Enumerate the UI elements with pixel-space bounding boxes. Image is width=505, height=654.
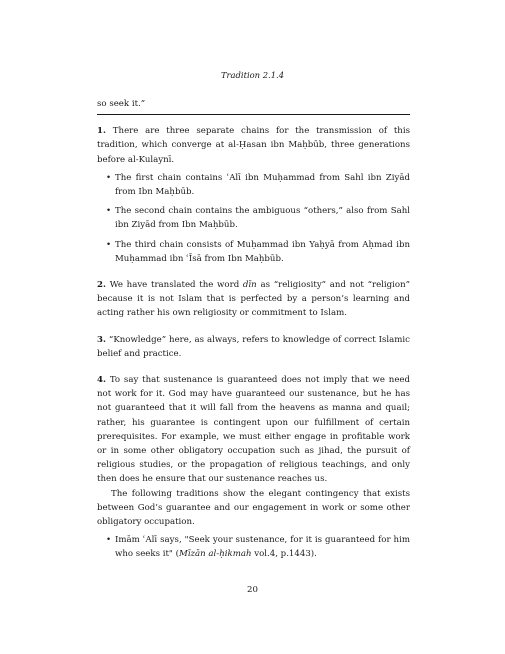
footnote-divider — [97, 114, 410, 115]
bullet-icon: • — [106, 535, 112, 546]
note-text: “Knowledge” here, as always, refers to knowledge of correct Islamic belief and practice. — [97, 334, 410, 359]
list-item-text: The third chain consists of Muḥammad ibn Yaḥyā from Aḥmad ibn Muḥammad ibn ʿĪsā from Ibn Maḥbūb. — [115, 239, 410, 264]
note-4-paragraph-2: The following traditions show the elegant contingency that exists between God’s guarantee and our engagement in work or some other obligatory occupation. — [97, 488, 410, 528]
quote-text-before: Imām ʿAlī says, "Seek your sustenance, for it is guaranteed for him who seeks it" ( — [115, 535, 410, 560]
quote-text-after: vol.4, p.1443). — [251, 549, 317, 560]
list-item-text: The first chain contains ʿAlī ibn Muḥammad from Sahl ibn Ziyād from Ibn Maḥbūb. — [115, 172, 410, 198]
note-3-paragraph — [97, 333, 410, 361]
note-4-paragraph — [97, 373, 410, 487]
list-item — [106, 171, 410, 199]
page-content — [97, 97, 410, 574]
chain-list — [97, 171, 410, 266]
list-item — [106, 204, 410, 232]
note-number: 3. — [97, 334, 106, 345]
note-text: To say that sustenance is guaranteed does not imply that we need not work for it. God may have guaranteed our sustenance, but he has not guaranteed that it will fall from the heavens as manna and quail; rather, his guarantee is contingent upon our fulfillment of certain prerequisites. For example, we must either engage in profitable work or in some other obligatory occupation such as jihad, the pursuit of religious studies, or the propagation of religious teachings, and only then does he ensure that our sustenance reaches us. — [97, 375, 410, 485]
note-text-before: We have translated the word — [109, 280, 243, 291]
tradition-list — [97, 533, 410, 561]
list-item — [106, 533, 410, 561]
carryover-text: so seek it.” — [97, 99, 146, 109]
note-3 — [97, 333, 410, 361]
list-item-text: The second chain contains the ambiguous “others,” also from Sahl ibn Ziyād from Ibn Maḥbūb. — [115, 206, 410, 231]
note-1-paragraph — [97, 124, 410, 167]
note-text: There are three separate chains for the transmission of this tradition, which converge at al-Ḥasan ibn Maḥbūb, three generations before al-Kulaynī. — [97, 126, 411, 165]
list-item — [106, 238, 410, 266]
note-text-after: as “religiosity” and not “religion” because it is not Islam that is perfected by a person’s learning and acting rather his own religiosity or commitment to Islam. — [97, 280, 411, 319]
arabic-term: dīn — [242, 280, 257, 291]
note-2 — [97, 278, 410, 321]
bullet-icon: • — [106, 172, 112, 183]
note-number: 4. — [97, 375, 106, 386]
note-number: 1. — [97, 126, 106, 137]
page-number: 20 — [247, 585, 258, 595]
quote-source: Mīzān al-ḥikmah — [178, 549, 252, 560]
bullet-icon: • — [106, 206, 112, 217]
note-2-paragraph — [97, 278, 410, 321]
note-number: 2. — [97, 280, 106, 291]
note-4 — [97, 373, 410, 562]
bullet-icon: • — [106, 239, 112, 250]
note-1 — [97, 124, 410, 266]
running-title: Tradition 2.1.4 — [220, 70, 285, 80]
